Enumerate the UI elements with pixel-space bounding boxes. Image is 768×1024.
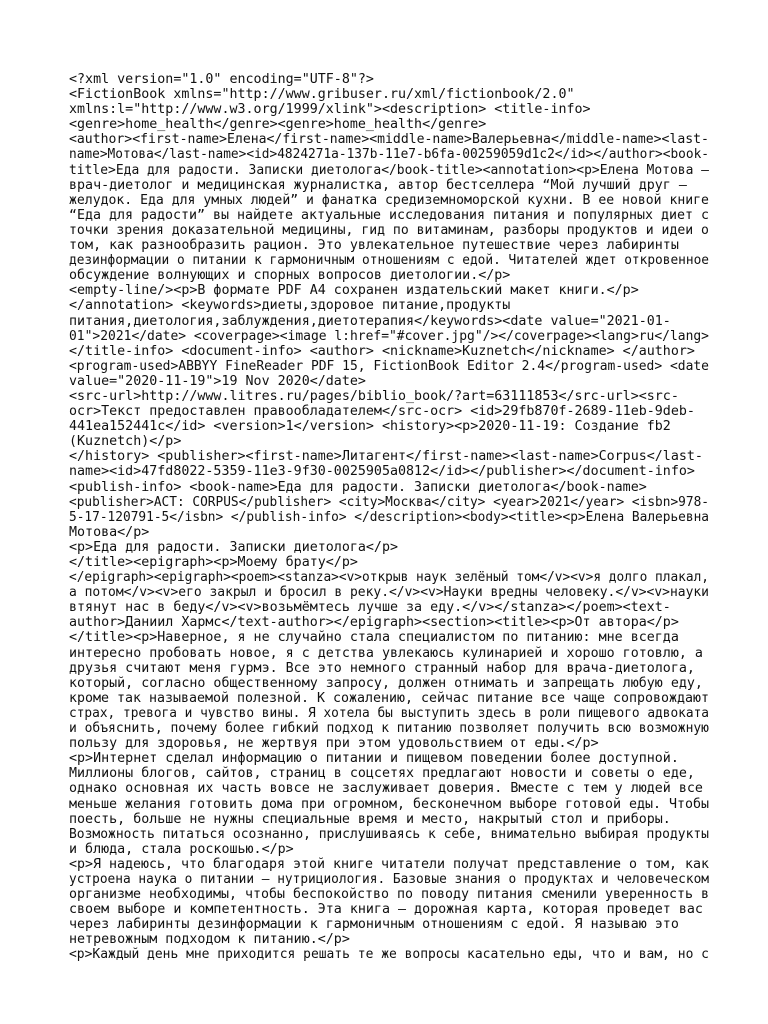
document-line: 441ea152441c</id> <version>1</version> <history><p>2020-11-19: Создание fb2 [69, 419, 671, 435]
document-line: однако основная их часть вовсе не заслуживает доверия. Вместе с тем у людей все [69, 781, 703, 797]
document-line: “Еда для радости” вы найдете актуальные исследования питания и популярных диет с [69, 207, 709, 223]
document-line: нетревожным подходом к питанию.</p> [69, 932, 350, 948]
document-line: <publisher>АСТ: CORPUS</publisher> <city>Москва</city> <year>2021</year> <isbn>978- [69, 494, 710, 510]
document-line: title>Еда для радости. Записки диетолога</book-title><annotation><p>Елена Мотова – [69, 162, 709, 178]
document-line: устроена наука о питании – нутрициология. Базовые знания о продуктах и человеческом [69, 871, 710, 887]
document-line: </title><epigraph><p>Моему брату</p> [69, 555, 358, 570]
document-line: name>Мотова</last-name><id>4824271a-137b-11e7-b6fa-00259059d1c2</id></author><book- [69, 147, 710, 163]
document-line: value="2020-11-19">19 Nov 2020</date> [69, 373, 366, 389]
document-line: <publish-info> <book-name>Еда для радости. Записки диетолога</book-name> [69, 479, 647, 495]
document-line: <p>Еда для радости. Записки диетолога</p> [69, 539, 398, 555]
document-line: обсуждение волнующих и спорных вопросов диетологии.</p> [69, 268, 511, 284]
document-line: меньше желания готовить дома при огромном, бесконечном выборе готовой еды. Чтобы [69, 796, 709, 812]
document-line: и блюда, стала роскошью.</p> [69, 841, 294, 857]
document-line: author>Даниил Хармс</text-author></epigraph><section><title><p>От автора</p> [69, 615, 679, 631]
document-line: </annotation> <keywords>диеты,здоровое питание,продукты [69, 298, 511, 314]
document-line: желудок. Еда для умных людей” и фанатка средиземноморской кухни. В ее новой книге [69, 192, 709, 208]
document-line: врач-диетолог и медицинская журналистка, автор бестселлера “Мой лучший друг – [69, 177, 687, 193]
document-line: дезинформации о питании к гармоничным отношениям с едой. Читателей ждет откровенное [69, 253, 710, 269]
document-line: поесть, больше не нужны специальные время и место, накрытый стол и приборы. [69, 811, 671, 827]
document-line: а потом</v><v>его закрыл и бросил в реку.</v><v>Науки вредны человеку.</v><v>науки [69, 585, 709, 601]
document-line: своем выборе и компетентность. Эта книга – дорожная карта, которая проведет вас [69, 902, 703, 918]
document-line: Миллионы блогов, сайтов, страниц в соцсетях предлагают новости и советы о еде, [69, 766, 695, 782]
document-line: через лабиринты дезинформации к гармоничным отношениям с едой. Я называю это [69, 917, 679, 933]
document-line: xmlns:l="http://www.w3.org/1999/xlink"><description> <title-info> [69, 102, 591, 118]
document-line: <p>Интернет сделал информацию о питании и пищевом поведении более доступной. [69, 751, 679, 767]
document-line: <?xml version="1.0" encoding="UTF-8"?> [69, 72, 374, 87]
document-line: ocr>Текст предоставлен правообладателем</src-ocr> <id>29fb870f-2689-11eb-9deb- [69, 404, 695, 420]
document-line: друзья считают меня гурмэ. Все это немного странный набор для врача-диетолога, [69, 660, 695, 676]
document-text [69, 72, 709, 963]
document-line: (Kuznetch)</p> [69, 434, 182, 450]
document-line: <author><first-name>Елена</first-name><middle-name>Валерьевна</middle-name><last- [69, 132, 709, 148]
document-line: </title-info> <document-info> <author> <nickname>Kuznetch</nickname> </author> [69, 343, 695, 359]
document-line: <p>Каждый день мне приходится решать те же вопросы касательно еды, что и вам, но с [69, 947, 709, 963]
document-line: 01">2021</date> <coverpage><image l:href="#cover.jpg"/></coverpage><lang>ru</lang> [69, 328, 709, 344]
document-line: организме необходимы, чтобы беспокойство по поводу питания сменили уверенность в [69, 887, 709, 903]
document-line: <program-used>ABBYY FineReader PDF 15, FictionBook Editor 2.4</program-used> <date [69, 358, 709, 374]
document-line: и объяснить, почему более гибкий подход к питанию позволяет получить всю возможную [69, 721, 709, 737]
document-line: питания,диетология,заблуждения,диетотерапия</keywords><date value="2021-01- [69, 313, 671, 329]
document-line: </history> <publisher><first-name>Литагент</first-name><last-name>Corpus</last- [69, 449, 703, 465]
document-line: <FictionBook xmlns="http://www.gribuser.ru/xml/fictionbook/2.0" [69, 87, 575, 103]
document-line: втянут нас в беду</v><v>возьмёмтесь лучше за еду.</v></stanza></poem><text- [69, 600, 671, 616]
document-line: <p>Я надеюсь, что благодаря этой книге читатели получат представление о том, как [69, 856, 709, 872]
document-line: страх, тревога и чувство вины. Я хотела бы выступить здесь в роли пищевого адвоката [69, 705, 710, 721]
document-line: интересно пробовать новое, я с детства увлекаюсь кулинарией и хорошо готовлю, а [69, 645, 703, 661]
document-line: Возможность питаться осознанно, прислушиваясь к себе, внимательно выбирая продукты [69, 826, 709, 842]
document-line: <empty-line/><p>В формате PDF A4 сохранен издательский макет книги.</p> [69, 283, 639, 299]
document-line: Мотова</p> [69, 524, 150, 540]
document-line: который, согласно общественному запросу, должен отнимать и запрещать любую еду, [69, 675, 703, 691]
document-line: кроме так называемой полезной. К сожалению, сейчас питание все чаще сопровождают [69, 690, 709, 706]
document-line: 5-17-120791-5</isbn> </publish-info> </description><body><title><p>Елена Валерьевна [69, 509, 710, 525]
document-line: том, как разнообразить рацион. Это увлекательное путешествие через лабиринты [69, 238, 679, 254]
document-line: </title><p>Наверное, я не случайно стала специалистом по питанию: мне всегда [69, 630, 679, 646]
document-line: name><id>47fd8022-5359-11e3-9f30-0025905a0812</id></publisher></document-info> [69, 464, 695, 480]
document-line: <src-url>http://www.litres.ru/pages/biblio_book/?art=63111853</src-url><src- [69, 388, 679, 404]
document-line: пользу для здоровья, не жертвуя при этом удовольствием от еды.</p> [69, 736, 599, 752]
document-line: </epigraph><epigraph><poem><stanza><v>открыв наук зелёный том</v><v>я долго плакал, [69, 570, 710, 586]
document-line: точки зрения доказательной медицины, гид по витаминам, разборы продуктов и идеи о [69, 222, 709, 238]
document-line: <genre>home_health</genre><genre>home_health</genre> [69, 117, 487, 133]
